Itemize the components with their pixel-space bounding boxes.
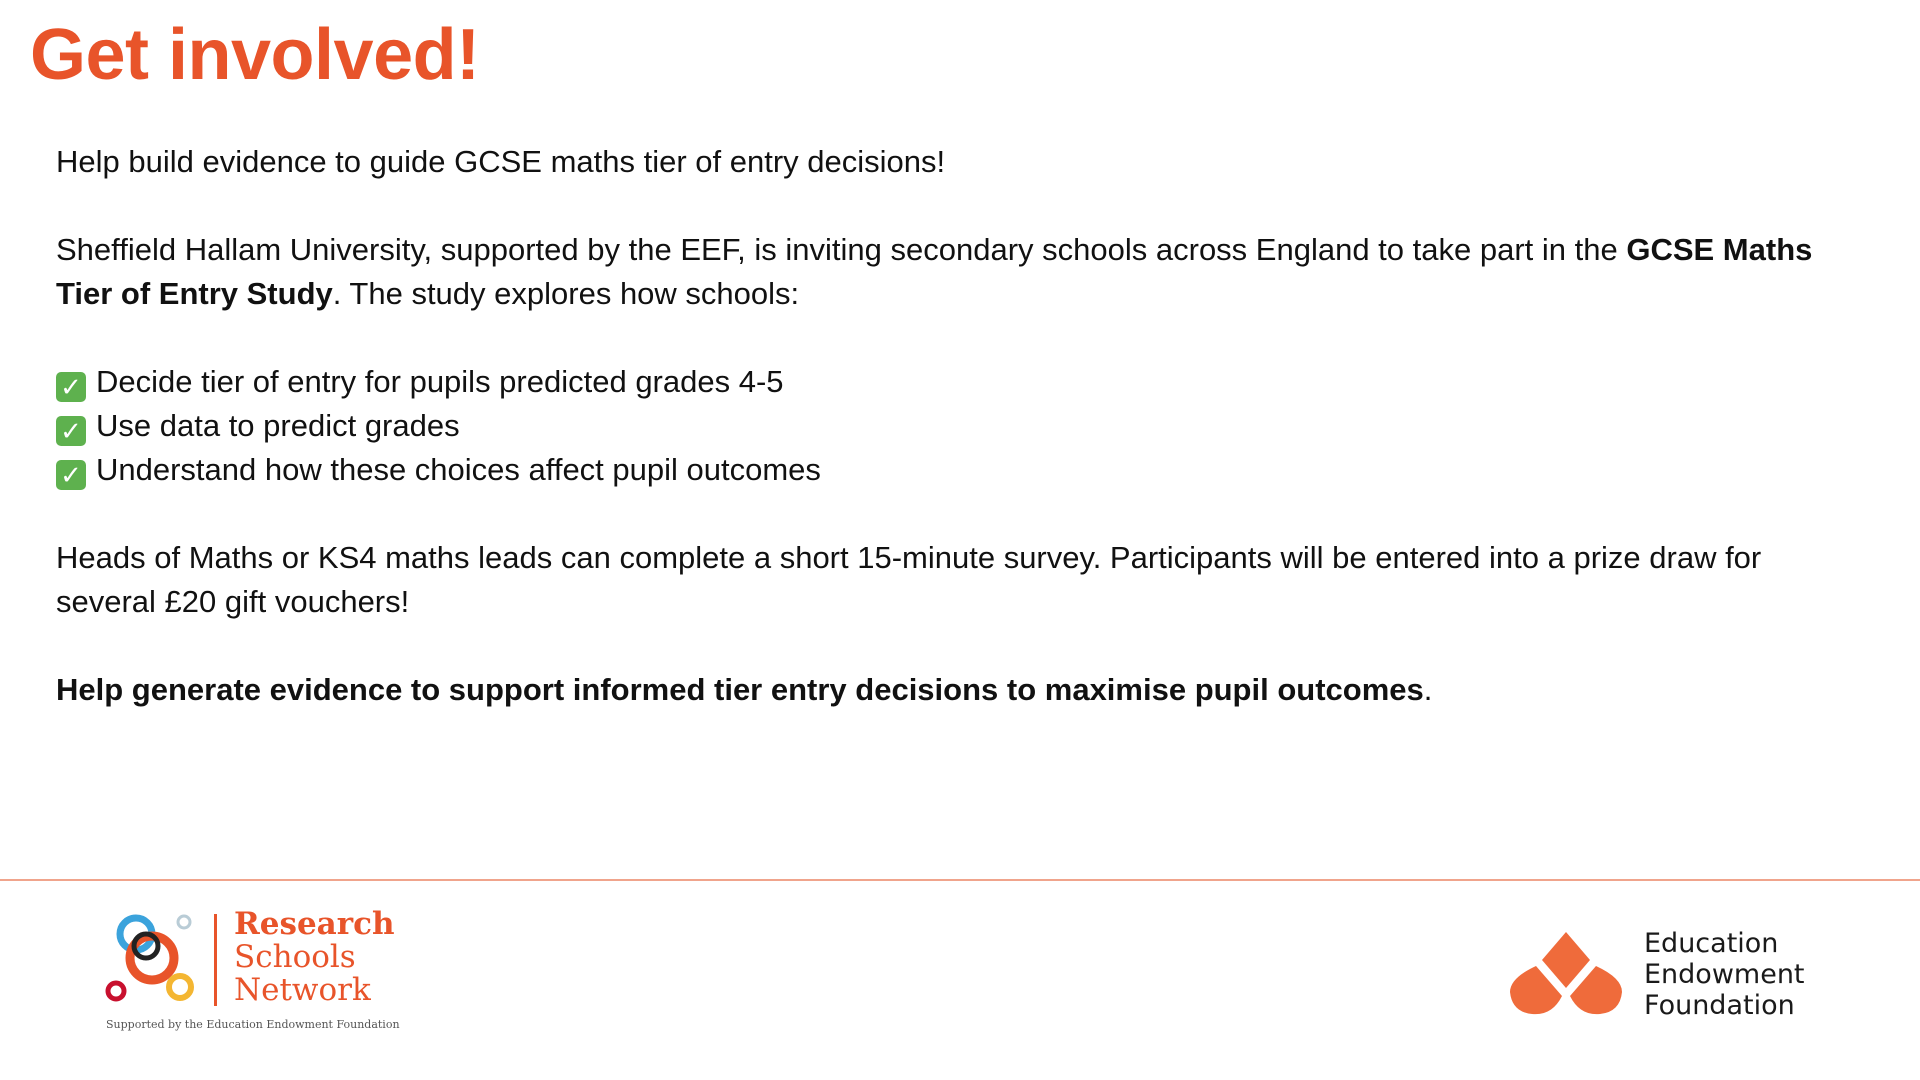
checklist-item-label: Use data to predict grades [96, 408, 460, 443]
eef-wordmark [1644, 928, 1805, 1021]
closing-period: . [1423, 672, 1433, 707]
eef-mark-icon [1508, 930, 1624, 1018]
study-name: GCSE Maths Tier of Entry Study [56, 232, 1813, 311]
rsn-word-research: Research [234, 906, 395, 942]
eef-word-endowment: Endowment [1644, 959, 1805, 990]
research-schools-network-logo [104, 906, 400, 1038]
rsn-word-network: Network [234, 972, 371, 1008]
page-title: Get involved! [30, 15, 480, 95]
checklist-item-label: Understand how these choices affect pupil outcomes [96, 452, 821, 487]
rings-logo-icon [104, 908, 204, 1008]
rsn-word-schools: Schools [234, 939, 356, 975]
intro-text: Help build evidence to guide GCSE maths tier of entry decisions! [56, 144, 946, 179]
rsn-tagline: Supported by the Education Endowment Foundation [106, 1018, 400, 1031]
rsn-wordmark [234, 908, 395, 1007]
closing-paragraph [56, 668, 1856, 712]
eef-logo [1508, 924, 1828, 1024]
eef-word-education: Education [1644, 928, 1779, 959]
closing-text: Help generate evidence to support informed tier entry decisions to maximise pupil outcomes [56, 672, 1424, 707]
study-text-after: . The study explores how schools: [332, 276, 800, 311]
checklist-item [56, 360, 1856, 404]
study-text-before: Sheffield Hallam University, supported by the EEF, is inviting secondary schools across England to take part in the [56, 232, 1627, 267]
check-mark-icon: ✓ [56, 416, 86, 446]
logo-divider [214, 914, 217, 1006]
study-paragraph [56, 228, 1856, 316]
eef-word-foundation: Foundation [1644, 990, 1795, 1021]
checklist-item [56, 404, 1856, 448]
checklist-item [56, 448, 1856, 492]
main-content [56, 140, 1856, 712]
footer-divider [0, 879, 1920, 881]
checklist-item-label: Decide tier of entry for pupils predicted grades 4-5 [96, 364, 784, 399]
check-mark-icon: ✓ [56, 372, 86, 402]
survey-text: Heads of Maths or KS4 maths leads can complete a short 15-minute survey. Participants will be entered into a prize draw for several £20 gift vouchers! [56, 540, 1762, 619]
check-mark-icon: ✓ [56, 460, 86, 490]
